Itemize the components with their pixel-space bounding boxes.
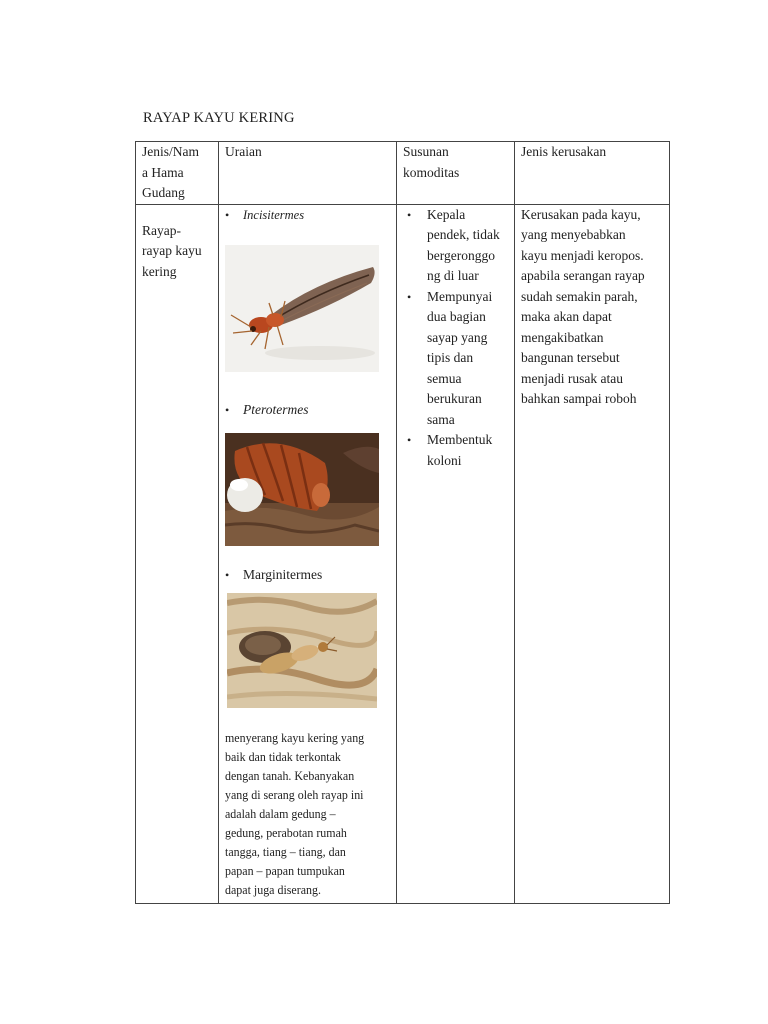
uraian-cell <box>219 204 397 904</box>
photo-incisitermes <box>225 245 379 372</box>
list-item <box>403 287 508 431</box>
photo-pterotermes <box>225 433 379 546</box>
pest-table <box>135 141 670 904</box>
species-incisitermes <box>219 205 396 225</box>
kerusakan-line: apabila serangan rayap <box>521 268 645 283</box>
photo-marginitermes <box>227 593 377 708</box>
kerusakan-line: bangunan tersebut <box>521 350 620 365</box>
komoditas-list <box>403 205 508 472</box>
bullet-icon: • <box>407 433 412 447</box>
bullet-icon: • <box>225 567 230 582</box>
list-line: tipis dan <box>427 350 474 365</box>
description-line: yang di serang oleh rayap ini <box>225 786 364 802</box>
list-line: dua bagian <box>427 309 486 324</box>
description-line: gedung, perabotan rumah <box>225 824 347 840</box>
kerusakan-line: yang menyebabkan <box>521 227 626 242</box>
list-line: Membentuk <box>427 432 493 447</box>
description-line: menyerang kayu kering yang <box>225 729 365 745</box>
kerusakan-line: sudah semakin parah, <box>521 288 638 304</box>
bullet-icon: • <box>407 207 412 222</box>
komoditas-cell <box>397 204 515 904</box>
bullet-icon: • <box>407 289 412 304</box>
list-line: sama <box>427 411 455 427</box>
table-row <box>136 204 670 904</box>
kerusakan-line: mengakibatkan <box>521 329 604 345</box>
description-line: baik dan tidak terkontak <box>225 748 341 764</box>
header-line: Jenis/Nam <box>142 144 199 159</box>
list-item <box>403 430 508 471</box>
species-label: Incisitermes <box>243 207 305 222</box>
header-uraian <box>219 142 397 205</box>
description-line: adalah dalam gedung – <box>225 805 336 821</box>
description-line: papan – papan tumpukan <box>225 862 345 878</box>
header-line: komoditas <box>403 164 460 180</box>
species-pterotermes <box>219 400 396 420</box>
list-line: koloni <box>427 452 462 468</box>
description-line: tangga, tiang – tiang, dan <box>225 843 346 859</box>
bullet-icon: • <box>225 207 230 222</box>
pest-name-line: kering <box>142 263 177 279</box>
kerusakan-line: bahkan sampai roboh <box>521 391 637 406</box>
termite-larva-image <box>225 433 379 546</box>
pest-name-cell <box>136 204 219 904</box>
list-line: Mempunyai <box>427 288 493 304</box>
pest-name-line: rayap kayu <box>142 243 202 258</box>
header-susunan-komoditas <box>397 142 515 205</box>
termite-alate-image <box>225 245 379 372</box>
header-line: Uraian <box>225 144 262 159</box>
kerusakan-line: kayu menjadi keropos. <box>521 247 644 263</box>
list-line: Kepala <box>427 206 466 222</box>
kerusakan-cell <box>515 204 670 904</box>
list-item <box>403 205 508 287</box>
list-line: berukuran <box>427 391 482 406</box>
header-jenis-nama <box>136 142 219 205</box>
species-marginitermes <box>219 565 396 585</box>
kerusakan-line: menjadi rusak atau <box>521 370 623 386</box>
species-label: Marginitermes <box>243 566 323 582</box>
termite-on-wood-image <box>227 593 377 708</box>
species-label: Pterotermes <box>243 401 309 417</box>
table-header-row <box>136 142 670 205</box>
header-line: Gudang <box>142 185 185 200</box>
header-line: a Hama <box>142 164 184 180</box>
list-line: semua <box>427 370 462 386</box>
header-line: Susunan <box>403 144 449 159</box>
bullet-icon: • <box>225 402 230 417</box>
list-line: sayap yang <box>427 329 488 345</box>
document-title: RAYAP KAYU KERING <box>143 110 295 126</box>
kerusakan-line: Kerusakan pada kayu, <box>521 206 641 222</box>
list-line: bergeronggo <box>427 247 495 263</box>
kerusakan-line: maka akan dapat <box>521 309 612 324</box>
header-jenis-kerusakan <box>515 142 670 205</box>
description-line: dapat juga diserang. <box>225 881 321 897</box>
header-line: Jenis kerusakan <box>521 144 607 159</box>
pest-name-line: Rayap- <box>142 222 181 238</box>
list-line: pendek, tidak <box>427 227 500 242</box>
list-line: ng di luar <box>427 268 479 283</box>
description-line: dengan tanah. Kebanyakan <box>225 767 355 783</box>
uraian-description <box>225 728 391 899</box>
